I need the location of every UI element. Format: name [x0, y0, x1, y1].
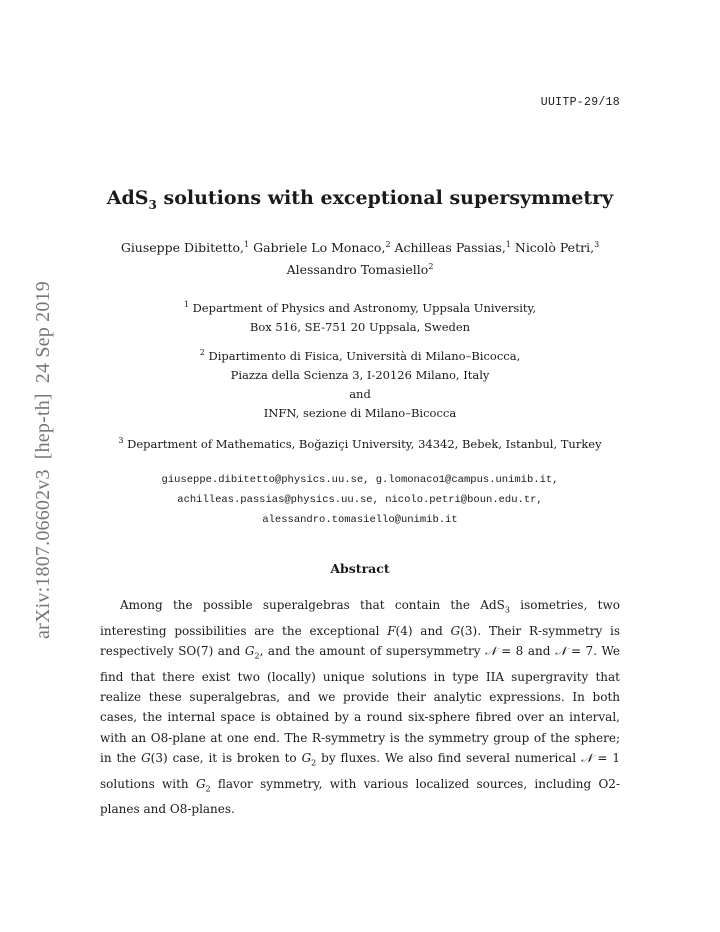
affiliation-2: $^2$ Dipartimento di Fisica, Università di Milano–Bicocca, Piazza della Scienza 3, I-20126 Milano, Italy and INFN, sezione di Milano–Bicocca — [199, 348, 521, 420]
author: Gabriele Lo Monaco,$^2$ — [253, 240, 391, 256]
author: Alessandro Tomasiello$^2$ — [286, 262, 434, 278]
abstract-body: Among the possible superalgebras that contain the AdS$_3$ isometries, two interesting possibilities are the exceptional F(4) and G(3). Their R-symmetry is respectively SO(7) and $G_2$, and the amount of supersymmetry 𝒩 = 8 and 𝒩 = 7. We find that there exist two (locally) unique solutions in type IIA supergravity that realize these superalgebras, and we provide their analytic expressions. In both cases, the internal space is obtained by a round six-sphere fibred over an interval, with an O8-plane at one end. The R-symmetry is the symmetry group of the sphere; in the G(3) case, it is broken to $G_2$ by fluxes. We also find several numerical 𝒩 = 1 solutions with $G_2$ flavor symmetry, with various localized sources, including O2-planes and O8-planes. — [100, 598, 621, 817]
author: Nicolò Petri,$^3$ — [514, 240, 600, 256]
author: Giuseppe Dibitetto,$^1$ — [120, 240, 250, 256]
arxiv-category: [hep-th] — [32, 393, 54, 460]
email-line: achilleas.passias@physics.uu.se, nicolo.petri@boun.edu.tr, — [177, 494, 543, 506]
abstract-heading: Abstract — [330, 561, 390, 576]
arxiv-stamp — [32, 281, 55, 639]
paper-title: AdS$_3$ solutions with exceptional supersymmetry — [106, 187, 614, 212]
author-list — [100, 235, 620, 279]
email-line: alessandro.tomasiello@unimib.it — [262, 514, 458, 526]
arxiv-date: 24 Sep 2019 — [32, 281, 54, 384]
report-number: UUITP-29/18 — [540, 96, 620, 109]
arxiv-id: arXiv:1807.06602v3 — [32, 469, 54, 639]
author: Achilleas Passias,$^1$ — [394, 240, 511, 256]
affiliation-1: $^1$ Department of Physics and Astronomy, Uppsala University, Box 516, SE-751 20 Uppsala, Sweden — [183, 300, 537, 334]
email-list — [100, 470, 620, 530]
affiliation-3: $^3$ Department of Mathematics, Boğaziçi University, 34342, Bebek, Istanbul, Turkey — [118, 436, 602, 451]
email-line: giuseppe.dibitetto@physics.uu.se, g.lomonaco1@campus.unimib.it, — [161, 474, 559, 486]
